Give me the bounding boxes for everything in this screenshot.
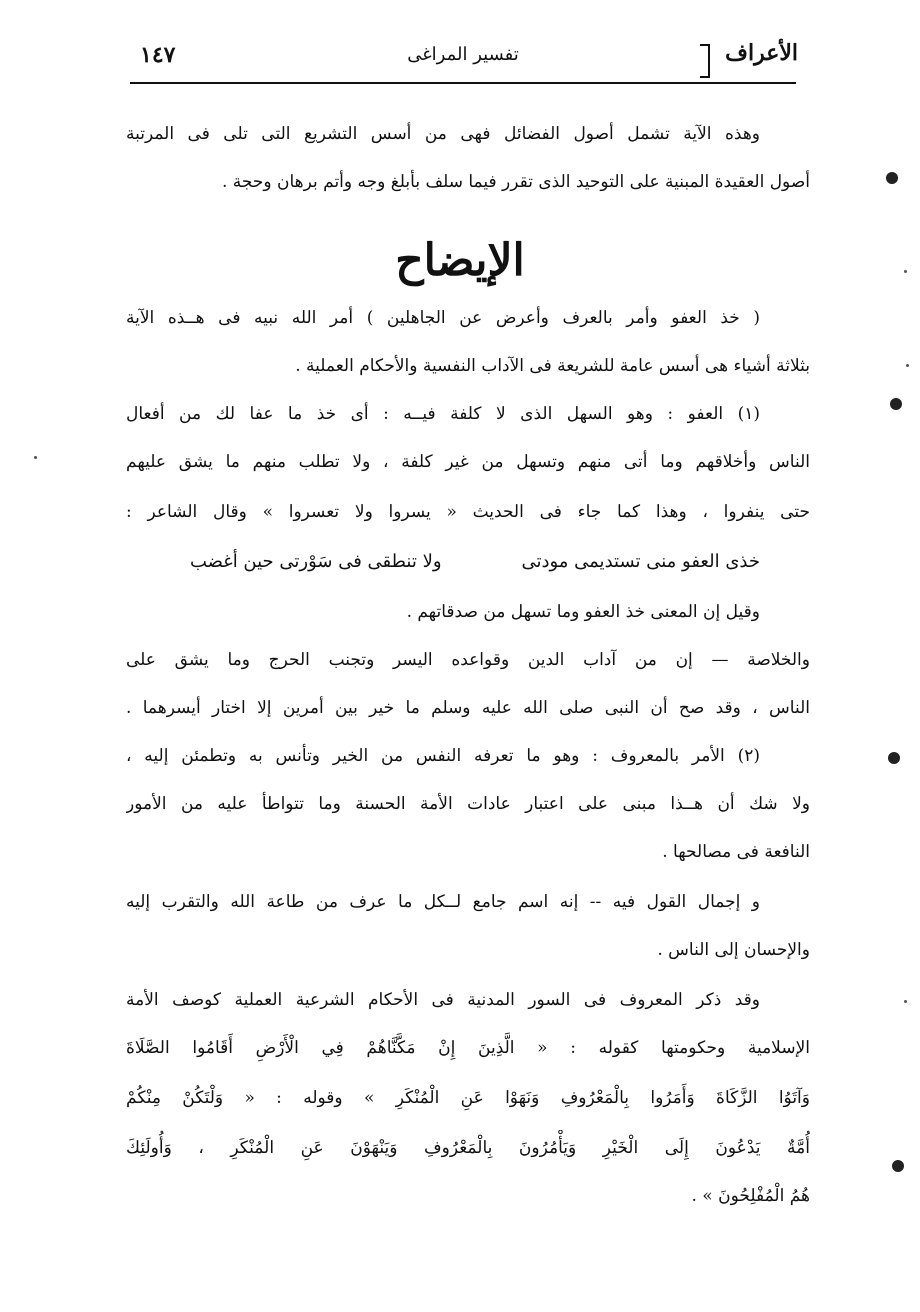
poem-verse-second-half: ولا تنطقى فى سَوْرتى حين أغضب <box>190 551 442 572</box>
body-line-4: الناس وأخلاقهم وما أتى منهم وتسهل من غير كلفة ، ولا تطلب منهم ما يشق عليهم <box>126 452 810 472</box>
header-book-title: تفسير المراغى <box>407 44 519 65</box>
margin-ink-mark <box>888 752 900 764</box>
poem-verse-first-half: خذى العفو منى تستديمى مودتى <box>521 551 760 572</box>
body-line-1: ( خذ العفو وأمر بالعرف وأعرض عن الجاهلين ) أمر الله نبيه فى هــذه الآية <box>126 308 760 328</box>
body-line-15: الإسلامية وحكومتها كقوله : « الَّذِينَ إِنْ مَكَّنَّاهُمْ فِي الْأَرْضِ أَقَامُوا الصَّلَاةَ <box>126 1038 810 1058</box>
body-line-10: ولا شك أن هــذا مبنى على اعتبار عادات الأمة الحسنة وما تتواطأ عليه من الأمور <box>126 794 810 814</box>
header-surah-name: الأعراف <box>725 40 798 66</box>
body-line-13: والإحسان إلى الناس . <box>657 940 810 960</box>
margin-ink-mark <box>890 398 902 410</box>
margin-speck <box>906 364 909 367</box>
body-line-18: هُمُ الْمُفْلِحُونَ » . <box>691 1186 810 1206</box>
margin-ink-mark <box>886 172 898 184</box>
body-line-17: أُمَّةٌ يَدْعُونَ إِلَى الْخَيْرِ وَيَأْمُرُونَ بِالْمَعْرُوفِ وَيَنْهَوْنَ عَنِ الْمُنْكَرِ ، وَأُولَئِكَ <box>126 1138 810 1158</box>
body-line-3: (١) العفو : وهو السهل الذى لا كلفة فيــه : أى خذ ما عفا لك من أفعال <box>126 404 760 424</box>
body-line-12: و إجمال القول فيه -- إنه اسم جامع لــكل ما عرف من طاعة الله والتقرب إليه <box>126 892 760 912</box>
intro-line-1: وهذه الآية تشمل أصول الفضائل فهى من أسس التشريع التى تلى فى المرتبة <box>126 124 760 144</box>
section-title: الإيضاح <box>395 235 525 286</box>
body-line-2: بثلاثة أشياء هى أسس عامة للشريعة فى الآداب النفسية والأحكام العملية . <box>295 356 810 376</box>
header-bracket <box>700 44 710 78</box>
body-line-7: والخلاصة — إن من آداب الدين وقواعده اليسر وتجنب الحرج وما يشق على <box>126 650 810 670</box>
body-line-9: (٢) الأمر بالمعروف : وهو ما تعرفه النفس من الخير وتأنس به وتطمئن إليه ، <box>126 746 760 766</box>
body-line-5: حتى ينفروا ، وهذا كما جاء فى الحديث « يسروا ولا تعسروا » وقال الشاعر : <box>126 502 810 522</box>
body-line-6: وقيل إن المعنى خذ العفو وما تسهل من صدقاتهم . <box>406 602 760 622</box>
body-line-16: وَآتَوُا الزَّكَاةَ وَأَمَرُوا بِالْمَعْرُوفِ وَنَهَوْا عَنِ الْمُنْكَرِ » وقوله : « وَلْتَكُنْ مِنْكُمْ <box>126 1088 810 1108</box>
page-header <box>128 36 798 80</box>
intro-line-2: أصول العقيدة المبنية على التوحيد الذى تقرر فيما سلف بأبلغ وجه وأتم برهان وحجة . <box>221 172 810 192</box>
body-line-8: الناس ، وقد صح أن النبى صلى الله عليه وسلم ما خير بين أمرين إلا اختار أيسرهما . <box>126 698 810 718</box>
margin-speck <box>904 1000 907 1003</box>
margin-speck <box>34 456 37 459</box>
body-line-11: النافعة فى مصالحها . <box>662 842 810 862</box>
margin-ink-mark <box>892 1160 904 1172</box>
header-rule <box>130 82 796 84</box>
margin-speck <box>904 270 907 273</box>
header-page-number: ١٤٧ <box>140 42 176 68</box>
body-line-14: وقد ذكر المعروف فى السور المدنية فى الأحكام الشرعية العملية كوصف الأمة <box>126 990 760 1010</box>
